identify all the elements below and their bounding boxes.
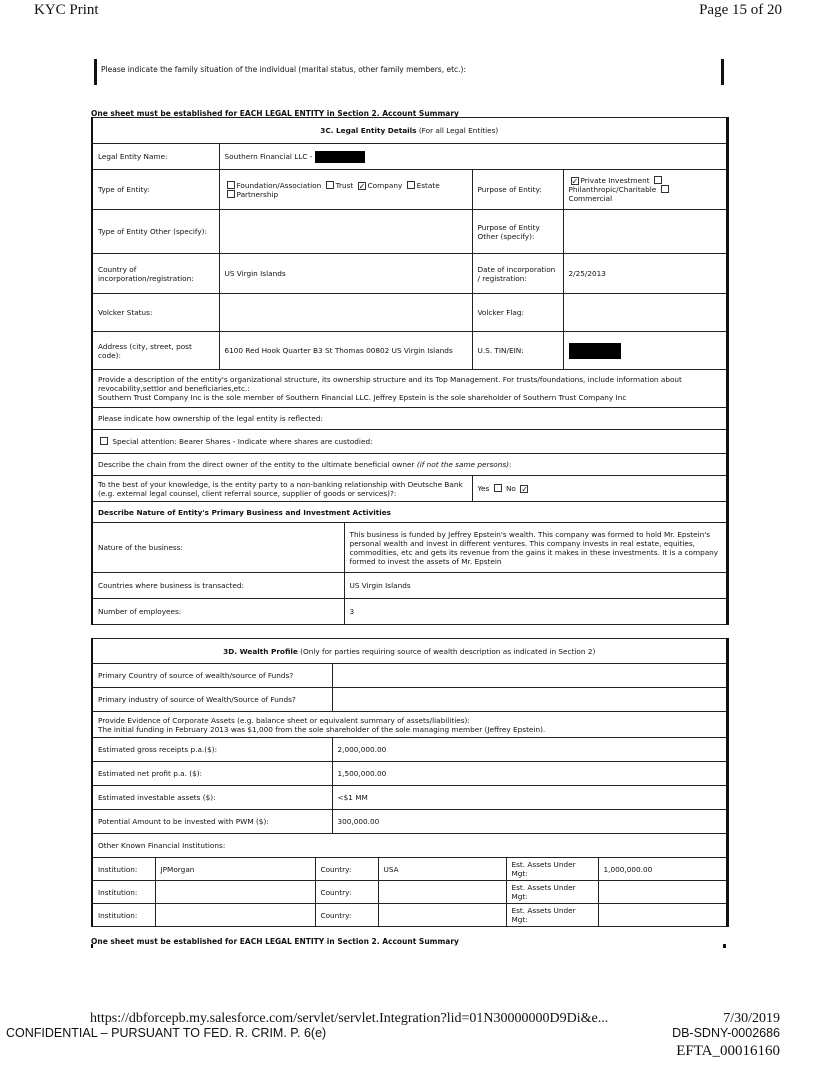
- purpose-other-label: Purpose of Entity Other (specify):: [472, 210, 563, 254]
- net-profit-value: 1,500,000.00: [332, 762, 727, 786]
- business-heading: Describe Nature of Entity's Primary Business and Investment Activities: [92, 502, 727, 523]
- volcker-flag-value: [563, 294, 727, 332]
- wealth-industry-value: [332, 688, 727, 712]
- checkbox-commercial[interactable]: [661, 185, 669, 193]
- wealth-country-label: Primary Country of source of wealth/source of Funds?: [92, 664, 332, 688]
- checkbox-foundation[interactable]: [227, 181, 235, 189]
- employees-value: 3: [344, 599, 727, 625]
- volcker-status-value: [219, 294, 472, 332]
- checkbox-philanthropic[interactable]: [654, 176, 662, 184]
- countries-value: US Virgin Islands: [344, 573, 727, 599]
- investable-assets-label: Estimated investable assets ($):: [92, 786, 332, 810]
- nature-label: Nature of the business:: [92, 523, 344, 573]
- institution-label: Institution:: [92, 858, 155, 881]
- institution-country: USA: [378, 858, 506, 881]
- checkbox-yes[interactable]: [494, 484, 502, 492]
- address-value: 6100 Red Hook Quarter B3 St Thomas 00802 US Virgin Islands: [219, 332, 472, 370]
- family-situation-box: [94, 59, 724, 85]
- institution-aum: [598, 881, 727, 904]
- confidential-notice: CONFIDENTIAL – PURSUANT TO FED. R. CRIM. P. 6(e): [6, 1026, 327, 1040]
- chain-prompt: Describe the chain from the direct owner of the entity to the ultimate beneficial owner (if not the same persons):: [92, 454, 727, 476]
- sheet-note-top: One sheet must be established for EACH LEGAL ENTITY in Section 2. Account Summary: [91, 109, 459, 118]
- institution-country: [378, 904, 506, 927]
- countries-label: Countries where business is transacted:: [92, 573, 344, 599]
- type-of-entity-label: Type of Entity:: [92, 170, 219, 210]
- type-other-label: Type of Entity Other (specify):: [92, 210, 219, 254]
- country-value: US Virgin Islands: [219, 254, 472, 294]
- checkbox-bearer-shares[interactable]: [100, 437, 108, 445]
- net-profit-label: Estimated net profit p.a. ($):: [92, 762, 332, 786]
- checkbox-trust[interactable]: [326, 181, 334, 189]
- institution-label: Institution:: [92, 904, 155, 927]
- potential-amount-label: Potential Amount to be invested with PWM ($):: [92, 810, 332, 834]
- checkbox-company[interactable]: [358, 182, 366, 190]
- date-value: 2/25/2013: [563, 254, 727, 294]
- volcker-flag-label: Volcker Flag:: [472, 294, 563, 332]
- institution-aum: [598, 904, 727, 927]
- redaction-block: [315, 151, 365, 163]
- other-institutions-label: Other Known Financial Institutions:: [92, 834, 727, 858]
- ownership-prompt: Please indicate how ownership of the legal entity is reflected:: [92, 408, 727, 430]
- bearer-shares-row: Special attention: Bearer Shares - Indicate where shares are custodied:: [92, 430, 727, 454]
- print-header-title: KYC Print: [34, 2, 99, 18]
- gross-receipts-label: Estimated gross receipts p.a.($):: [92, 738, 332, 762]
- bottom-frame: [91, 944, 726, 948]
- legal-entity-name-label: Legal Entity Name:: [92, 144, 219, 170]
- structure-description: Provide a description of the entity's organizational structure, its ownership structure and its Top Management. For trusts/foundations, include information about revocability,settlor and beneficiaries,etc.: Southern Trust Company Inc is the sole member of Southern Financial LLC. Jeffrey Epstein is the sole shareholder of Southern Trust Company Inc: [92, 370, 727, 408]
- nonbank-answer: Yes No ✓: [472, 476, 727, 502]
- address-label: Address (city, street, post code):: [92, 332, 219, 370]
- institution-name: JPMorgan: [155, 858, 315, 881]
- evidence-row: Provide Evidence of Corporate Assets (e.g. balance sheet or equivalent summary of assets/liabilities): The initial funding in February 2013 was $1,000 from the sole shareholder of the sole managing member (Jeffrey Epstein).: [92, 712, 727, 738]
- wealth-country-value: [332, 664, 727, 688]
- employees-label: Number of employees:: [92, 599, 344, 625]
- institution-label: Institution:: [92, 881, 155, 904]
- institution-aum-label: Est. Assets Under Mgt:: [506, 858, 598, 881]
- institution-aum: 1,000,000.00: [598, 858, 727, 881]
- purpose-of-entity-label: Purpose of Entity:: [472, 170, 563, 210]
- investable-assets-value: <$1 MM: [332, 786, 727, 810]
- volcker-status-label: Volcker Status:: [92, 294, 219, 332]
- legal-entity-name-value: Southern Financial LLC -: [219, 144, 727, 170]
- family-situation-prompt: Please indicate the family situation of the individual (marital status, other family members, etc.):: [101, 65, 466, 74]
- institution-name: [155, 881, 315, 904]
- purpose-other-value: [563, 210, 727, 254]
- gross-receipts-value: 2,000,000.00: [332, 738, 727, 762]
- nonbank-prompt: To the best of your knowledge, is the entity party to a non-banking relationship with Deutsche Bank (e.g. external legal counsel, client referral source, supplier of goods or services)?:: [92, 476, 472, 502]
- page-number: Page 15 of 20: [699, 2, 782, 18]
- tin-label: U.S. TIN/EIN:: [472, 332, 563, 370]
- institution-aum-label: Est. Assets Under Mgt:: [506, 904, 598, 927]
- footer-date: 7/30/2019: [723, 1011, 780, 1026]
- nature-value: This business is funded by Jeffrey Epstein's wealth. This company was formed to hold Mr. Epstein's personal wealth and invest in different ventures. This company invests in real estate, equities, commodities, etc and gets its revenue from the gains it makes in these investments. It is a company formed to invest the assets of Mr. Epstein: [344, 523, 727, 573]
- checkbox-estate[interactable]: [407, 181, 415, 189]
- sheet-note-bottom: One sheet must be established for EACH LEGAL ENTITY in Section 2. Account Summary: [91, 937, 459, 946]
- efta-id: EFTA_00016160: [676, 1043, 780, 1059]
- country-label: Country of incorporation/registration:: [92, 254, 219, 294]
- legal-entity-title: 3C. Legal Entity Details (For all Legal Entities): [92, 118, 727, 144]
- footer-url: https://dbforcepb.my.salesforce.com/servlet/servlet.Integration?lid=01N30000000D9Di&e...: [90, 1011, 609, 1026]
- checkbox-private-investment[interactable]: [571, 177, 579, 185]
- wealth-industry-label: Primary industry of source of Wealth/Source of Funds?: [92, 688, 332, 712]
- institution-country-label: Country:: [315, 881, 378, 904]
- tin-value: [563, 332, 727, 370]
- type-of-entity-options: Foundation/Association Trust ✓ Company Estate Partnership: [219, 170, 472, 210]
- checkbox-no[interactable]: [520, 485, 528, 493]
- checkbox-partnership[interactable]: [227, 190, 235, 198]
- redaction-block: [569, 343, 621, 359]
- institution-country: [378, 881, 506, 904]
- document-id: DB-SDNY-0002686: [672, 1026, 780, 1040]
- institution-country-label: Country:: [315, 858, 378, 881]
- legal-entity-details-table: [91, 117, 729, 625]
- institution-country-label: Country:: [315, 904, 378, 927]
- wealth-profile-title: 3D. Wealth Profile (Only for parties requiring source of wealth description as indicated in Section 2): [92, 639, 727, 664]
- wealth-profile-table: [91, 638, 729, 927]
- type-other-value: [219, 210, 472, 254]
- institution-name: [155, 904, 315, 927]
- institution-aum-label: Est. Assets Under Mgt:: [506, 881, 598, 904]
- date-label: Date of incorporation / registration:: [472, 254, 563, 294]
- potential-amount-value: 300,000.00: [332, 810, 727, 834]
- purpose-of-entity-options: ✓Private Investment Philanthropic/Charitable Commercial: [563, 170, 727, 210]
